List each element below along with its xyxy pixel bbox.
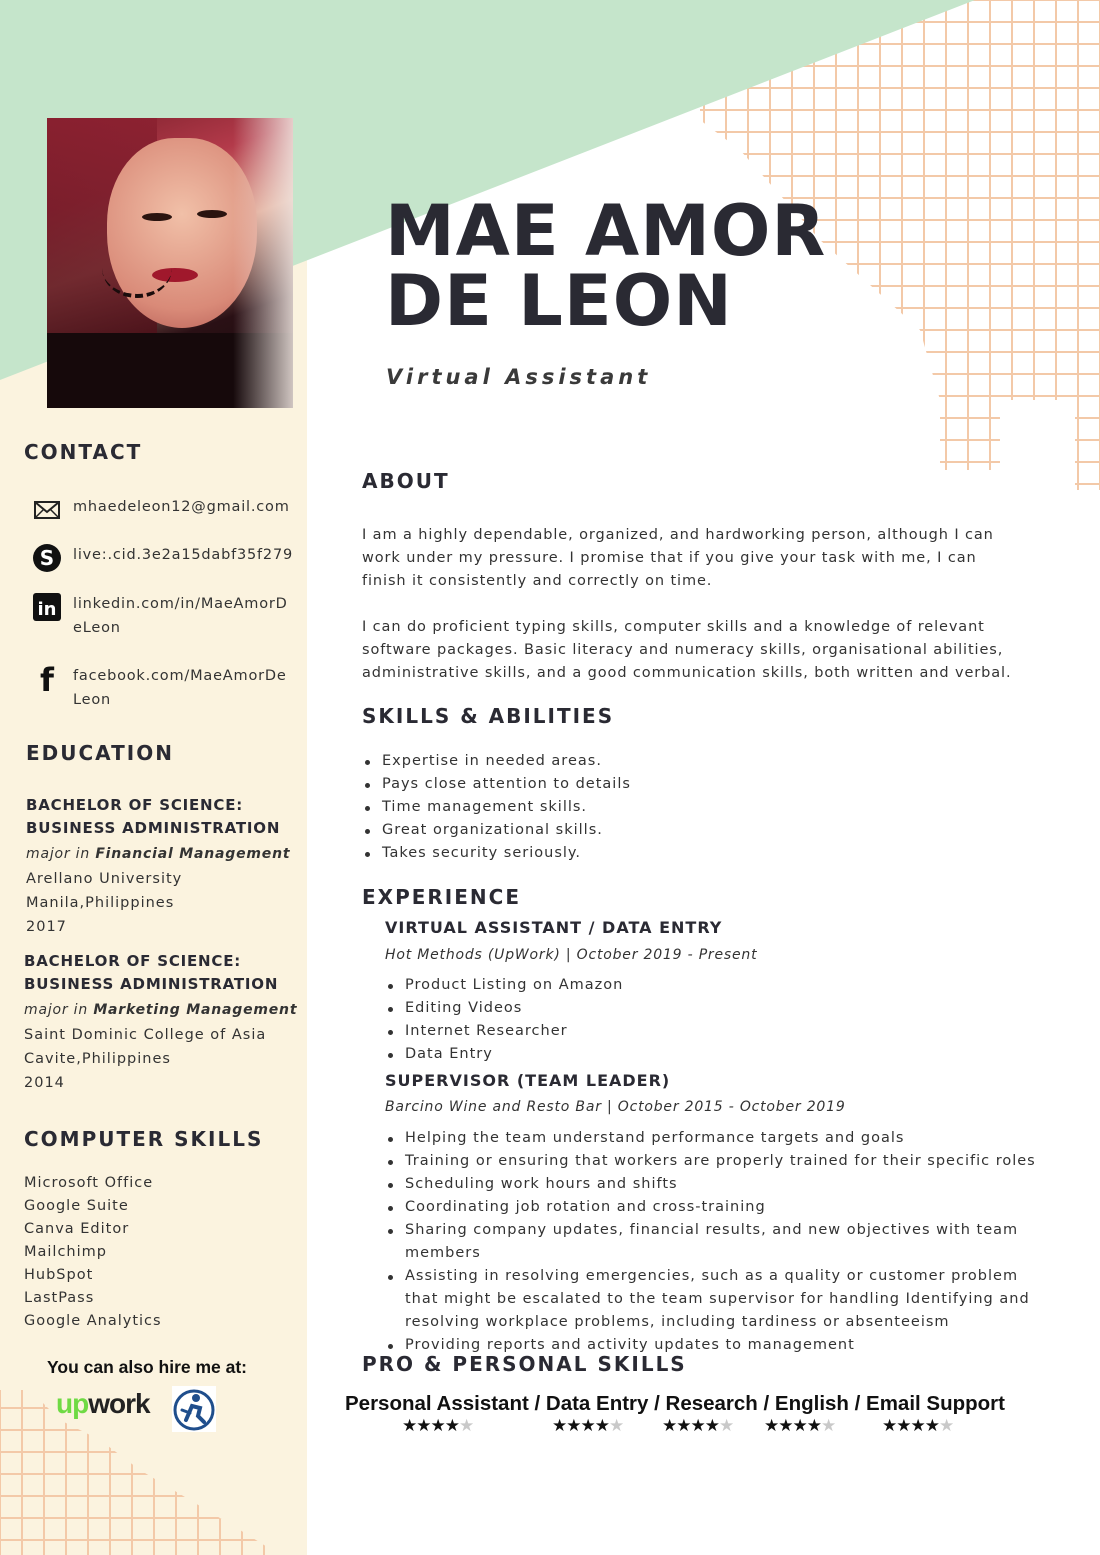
star-empty-icon: ★ <box>719 1416 734 1436</box>
name-line-2: DE LEON <box>385 260 733 342</box>
degree-line-1: BACHELOR OF SCIENCE: <box>24 952 242 970</box>
star-empty-icon: ★ <box>609 1416 624 1436</box>
contact-skype[interactable] <box>30 543 293 573</box>
major-field: Marketing Management <box>93 1002 298 1018</box>
list-item: Training or ensuring that workers are properly trained for their specific roles <box>385 1150 1055 1173</box>
profile-photo <box>47 118 293 408</box>
hire-text: You can also hire me at: <box>47 1357 248 1377</box>
star-filled-icon: ★ <box>402 1416 417 1436</box>
star-filled-icon: ★ <box>430 1416 445 1436</box>
list-item: Takes security seriously. <box>362 842 631 865</box>
rating-stars <box>402 1416 473 1436</box>
major-prefix: major in <box>24 1002 89 1018</box>
school-name: Saint Dominic College of Asia <box>24 1027 267 1043</box>
star-filled-icon: ★ <box>924 1416 939 1436</box>
job-duties-list <box>385 974 623 1066</box>
job-meta: Hot Methods (UpWork) | October 2019 - Present <box>385 947 758 963</box>
star-empty-icon: ★ <box>459 1416 474 1436</box>
school-name: Arellano University <box>26 871 183 887</box>
star-empty-icon: ★ <box>939 1416 954 1436</box>
list-item: Expertise in needed areas. <box>362 750 631 773</box>
list-item: Coordinating job rotation and cross-training <box>385 1196 1055 1219</box>
star-filled-icon: ★ <box>444 1416 459 1436</box>
job-title: SUPERVISOR (TEAM LEADER) <box>385 1071 671 1090</box>
star-filled-icon: ★ <box>416 1416 431 1436</box>
star-filled-icon: ★ <box>676 1416 691 1436</box>
star-filled-icon: ★ <box>566 1416 581 1436</box>
contact-email[interactable] <box>30 495 293 525</box>
education-entry <box>24 950 297 1095</box>
about-paragraph-1: I am a highly dependable, organized, and hardworking person, although I can work under my pressure. I promise that if you give your task with me, I can finish it consistently and correctly on time. <box>362 527 994 589</box>
list-item: Google Suite <box>24 1198 129 1214</box>
job-title: VIRTUAL ASSISTANT / DATA ENTRY <box>385 918 723 937</box>
school-info <box>24 1023 297 1095</box>
candidate-name <box>385 190 827 342</box>
contact-linkedin-text: linkedin.com/in/MaeAmorDeLeon <box>73 596 288 636</box>
star-filled-icon: ★ <box>662 1416 677 1436</box>
education-heading: EDUCATION <box>26 741 174 765</box>
degree-line-1: BACHELOR OF SCIENCE: <box>26 796 244 814</box>
pro-skills-heading: PRO & PERSONAL SKILLS <box>362 1352 687 1376</box>
linkedin-icon <box>30 592 64 622</box>
skype-icon <box>30 543 64 573</box>
major-field: Financial Management <box>95 846 291 862</box>
star-filled-icon: ★ <box>704 1416 719 1436</box>
rating-stars <box>662 1416 733 1436</box>
freelancer-badge-icon[interactable] <box>172 1386 216 1432</box>
list-item: Pays close attention to details <box>362 773 631 796</box>
skills-abilities-heading: SKILLS & ABILITIES <box>362 704 615 728</box>
star-filled-icon: ★ <box>764 1416 779 1436</box>
list-item: Providing reports and activity updates to management <box>385 1334 1055 1357</box>
star-filled-icon: ★ <box>910 1416 925 1436</box>
list-item: Scheduling work hours and shifts <box>385 1173 1055 1196</box>
list-item: Helping the team understand performance targets and goals <box>385 1127 1055 1150</box>
degree-major <box>26 846 290 862</box>
list-item: Great organizational skills. <box>362 819 631 842</box>
star-filled-icon: ★ <box>896 1416 911 1436</box>
school-info <box>26 867 290 939</box>
computer-skills-list <box>24 1172 162 1333</box>
contact-facebook[interactable] <box>30 664 293 712</box>
school-location: Cavite,Philippines <box>24 1051 171 1067</box>
contact-linkedin[interactable] <box>30 592 293 640</box>
list-item: Mailchimp <box>24 1244 107 1260</box>
list-item: Canva Editor <box>24 1221 130 1237</box>
graduation-year: 2017 <box>26 919 67 935</box>
degree-major <box>24 1002 297 1018</box>
star-filled-icon: ★ <box>690 1416 705 1436</box>
list-item: Product Listing on Amazon <box>385 974 623 997</box>
list-item: Editing Videos <box>385 997 623 1020</box>
job-duties-list <box>385 1127 1055 1357</box>
facebook-icon <box>30 664 64 694</box>
list-item: Internet Researcher <box>385 1020 623 1043</box>
computer-skills-heading: COMPUTER SKILLS <box>24 1127 264 1151</box>
graduation-year: 2014 <box>24 1075 65 1091</box>
major-prefix: major in <box>26 846 91 862</box>
rating-stars <box>882 1416 953 1436</box>
upwork-logo[interactable] <box>56 1388 150 1420</box>
contact-skype-text: live:.cid.3e2a15dabf35f279 <box>73 547 294 563</box>
svg-text:in: in <box>37 599 57 620</box>
list-item: Assisting in resolving emergencies, such as a quality or customer problem that might be escalated to the team supervisor for handling Identifying and resolving workplace problems, including tardiness or absenteeism <box>385 1265 1055 1334</box>
experience-heading: EXPERIENCE <box>362 885 521 909</box>
list-item: Sharing company updates, financial results, and new objectives with team members <box>385 1219 1055 1265</box>
envelope-icon <box>30 495 64 525</box>
star-filled-icon: ★ <box>594 1416 609 1436</box>
education-entry <box>26 794 290 939</box>
job-role: Virtual Assistant <box>386 365 652 389</box>
list-item: Data Entry <box>385 1043 623 1066</box>
pro-skills-line: Personal Assistant / Data Entry / Research / English / Email Support <box>345 1392 1005 1415</box>
list-item: Time management skills. <box>362 796 631 819</box>
star-filled-icon: ★ <box>552 1416 567 1436</box>
skills-abilities-list <box>362 750 631 865</box>
rating-stars <box>552 1416 623 1436</box>
contact-heading: CONTACT <box>24 440 143 464</box>
upwork-logo-work: work <box>88 1388 150 1419</box>
job-meta: Barcino Wine and Resto Bar | October 2015 - October 2019 <box>385 1099 846 1115</box>
name-line-1: MAE AMOR <box>385 190 827 272</box>
school-location: Manila,Philippines <box>26 895 175 911</box>
list-item: Google Analytics <box>24 1313 162 1329</box>
star-filled-icon: ★ <box>882 1416 897 1436</box>
about-paragraph-2: I can do proficient typing skills, computer skills and a knowledge of relevant software packages. Basic literacy and numeracy skills, organisational abilities, administrative skills, and a good communication skills, both written and verbal. <box>362 619 1012 681</box>
star-filled-icon: ★ <box>792 1416 807 1436</box>
contact-email-text: mhaedeleon12@gmail.com <box>73 499 290 515</box>
upwork-logo-up: up <box>56 1388 89 1419</box>
star-filled-icon: ★ <box>806 1416 821 1436</box>
star-filled-icon: ★ <box>778 1416 793 1436</box>
list-item: HubSpot <box>24 1267 94 1283</box>
contact-facebook-text: facebook.com/MaeAmorDeLeon <box>73 668 287 708</box>
list-item: Microsoft Office <box>24 1175 154 1191</box>
degree-line-2: BUSINESS ADMINISTRATION <box>24 975 279 993</box>
list-item: LastPass <box>24 1290 95 1306</box>
rating-stars <box>764 1416 835 1436</box>
svg-text:S: S <box>39 546 55 570</box>
star-empty-icon: ★ <box>821 1416 836 1436</box>
degree-line-2: BUSINESS ADMINISTRATION <box>26 819 281 837</box>
star-filled-icon: ★ <box>580 1416 595 1436</box>
about-heading: ABOUT <box>362 469 450 493</box>
svg-text:f: f <box>40 663 54 695</box>
